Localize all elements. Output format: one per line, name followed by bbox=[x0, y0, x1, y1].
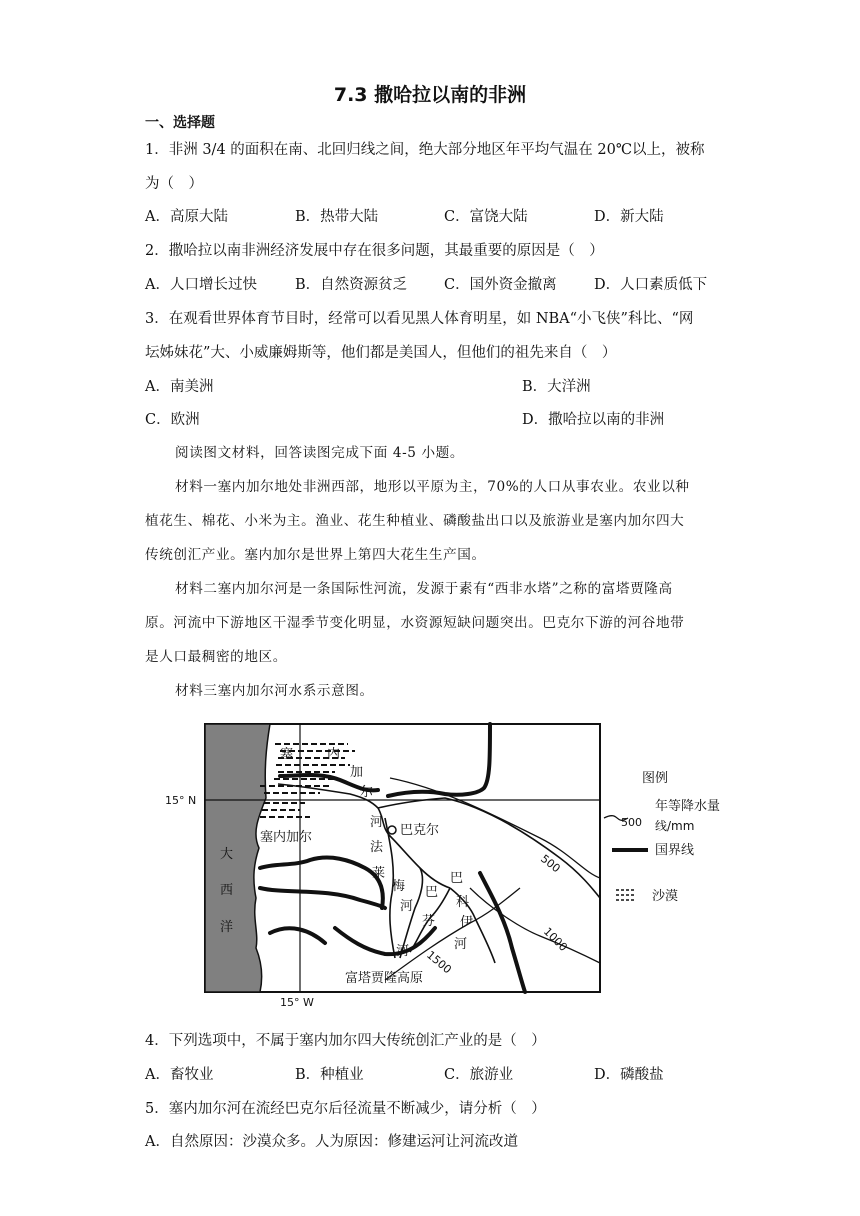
question-1-option-c[interactable]: C．富饶大陆 bbox=[444, 209, 528, 225]
ocean-label-3: 洋 bbox=[220, 920, 234, 935]
legend-desert-symbol bbox=[616, 890, 634, 900]
question-1-text: 1．非洲 3/4 的面积在南、北回归线之间，绝大部分地区年平均气温在 20℃以上，被称 bbox=[145, 142, 705, 158]
river-label-jia: 加 bbox=[350, 765, 364, 780]
material-1-line-1: 材料一塞内加尔地处非洲西部，地形以平原为主，70%的人口从事农业。农业以种 bbox=[175, 479, 690, 495]
lat-label: 15° N bbox=[165, 794, 197, 807]
bakel-label: 巴克尔 bbox=[400, 823, 440, 838]
question-1-text-cont: 为（ ） bbox=[145, 176, 203, 192]
bafen-label-3: 河 bbox=[396, 944, 410, 959]
question-5-text: 5．塞内加尔河在流经巴克尔后径流量不断减少，请分析（ ） bbox=[145, 1101, 546, 1117]
reading-intro: 阅读图文材料，回答读图完成下面 4-5 小题。 bbox=[175, 445, 465, 461]
isohyet-label-1500: 1500 bbox=[424, 948, 454, 977]
section-heading: 一、选择题 bbox=[145, 115, 215, 131]
question-1-option-b[interactable]: B．热带大陆 bbox=[295, 209, 379, 225]
map-legend bbox=[604, 771, 720, 904]
question-3-text-cont: 坛姊妹花”大、小威廉姆斯等，他们都是美国人，但他们的祖先来自（ ） bbox=[145, 345, 617, 361]
senegal-river-map bbox=[160, 718, 720, 1012]
question-1-option-d[interactable]: D．新大陆 bbox=[594, 209, 664, 225]
question-4-option-d[interactable]: D．磷酸盐 bbox=[594, 1067, 664, 1083]
question-2-option-a[interactable]: A．人口增长过快 bbox=[145, 277, 257, 293]
legend-isohyet-label: 年等降水量 bbox=[655, 799, 720, 814]
question-2-option-c[interactable]: C．国外资金撤离 bbox=[444, 277, 557, 293]
question-3-option-c[interactable]: C．欧洲 bbox=[145, 412, 200, 428]
legend-desert-label: 沙漠 bbox=[652, 889, 679, 904]
question-4-option-a[interactable]: A．畜牧业 bbox=[145, 1067, 214, 1083]
river-label-er: 尔 bbox=[360, 785, 374, 800]
material-2-line-2: 原。河流中下游地区干湿季节变化明显，水资源短缺问题突出。巴克尔下游的河谷地带 bbox=[145, 615, 685, 631]
question-3-text: 3．在观看世界体育节目时，经常可以看见黑人体育明星，如 NBA“小飞侠”科比、“网 bbox=[145, 311, 694, 327]
question-1-option-a[interactable]: A．高原大陆 bbox=[145, 209, 228, 225]
river-label-nei: 内 bbox=[327, 747, 341, 762]
meihe-label-1: 梅 bbox=[392, 879, 406, 894]
bakeyi-label-1: 巴 bbox=[450, 871, 464, 886]
river-label-he: 河 bbox=[370, 815, 384, 830]
material-3: 材料三塞内加尔河水系示意图。 bbox=[175, 683, 374, 699]
isohyet-label-500: 500 bbox=[538, 852, 563, 876]
material-2-line-3: 是人口最稠密的地区。 bbox=[145, 649, 287, 665]
falai-label-2: 莱 bbox=[372, 866, 386, 881]
question-3-option-b[interactable]: B．大洋洲 bbox=[522, 379, 591, 395]
meihe-label-2: 河 bbox=[400, 899, 414, 914]
river-label-sai: 塞 bbox=[280, 747, 294, 762]
material-1-line-3: 传统创汇产业。塞内加尔是世界上第四大花生生产国。 bbox=[145, 547, 486, 563]
question-2-option-b[interactable]: B．自然资源贫乏 bbox=[295, 277, 408, 293]
falai-label-1: 法 bbox=[370, 840, 384, 855]
lon-label: 15° W bbox=[280, 996, 314, 1009]
bafen-label-1: 巴 bbox=[425, 885, 439, 900]
legend-border-label: 国界线 bbox=[655, 843, 695, 858]
page-title: 7.3 撒哈拉以南的非洲 bbox=[333, 84, 527, 106]
legend-isohyet-unit: 线/mm bbox=[655, 819, 695, 833]
legend-title: 图例 bbox=[642, 771, 669, 786]
question-3-option-d[interactable]: D．撒哈拉以南的非洲 bbox=[522, 412, 665, 428]
bakeyi-label-2: 科 bbox=[456, 895, 470, 910]
bakel-city-marker bbox=[388, 826, 396, 834]
question-4-text: 4．下列选项中，不属于塞内加尔四大传统创汇产业的是（ ） bbox=[145, 1033, 546, 1049]
material-2-line-1: 材料二塞内加尔河是一条国际性河流，发源于素有“西非水塔”之称的富塔贾隆高 bbox=[175, 581, 673, 597]
ocean-label-1: 大 bbox=[220, 847, 234, 862]
isohyet-label-1000: 1000 bbox=[540, 924, 570, 954]
question-2-text: 2．撒哈拉以南非洲经济发展中存在很多问题，其最重要的原因是（ ） bbox=[145, 243, 604, 259]
senegal-country-label: 塞内加尔 bbox=[260, 830, 313, 845]
question-4-option-b[interactable]: B．种植业 bbox=[295, 1067, 364, 1083]
question-4-option-c[interactable]: C．旅游业 bbox=[444, 1067, 514, 1083]
legend-isohyet-value: 500 bbox=[621, 816, 642, 829]
question-2-option-d[interactable]: D．人口素质低下 bbox=[594, 277, 708, 293]
bafen-label-2: 芬 bbox=[422, 914, 436, 929]
ocean-label-2: 西 bbox=[220, 883, 234, 898]
question-3-option-a[interactable]: A．南美洲 bbox=[145, 379, 214, 395]
plateau-label: 富塔贾隆高原 bbox=[345, 971, 424, 986]
question-5-option-a[interactable]: A．自然原因：沙漠众多。人为原因：修建运河让河流改道 bbox=[145, 1134, 518, 1150]
bakeyi-label-3: 伊 bbox=[460, 915, 474, 930]
bakeyi-label-4: 河 bbox=[454, 937, 468, 952]
material-1-line-2: 植花生、棉花、小米为主。渔业、花生种植业、磷酸盐出口以及旅游业是塞内加尔四大 bbox=[145, 513, 685, 529]
